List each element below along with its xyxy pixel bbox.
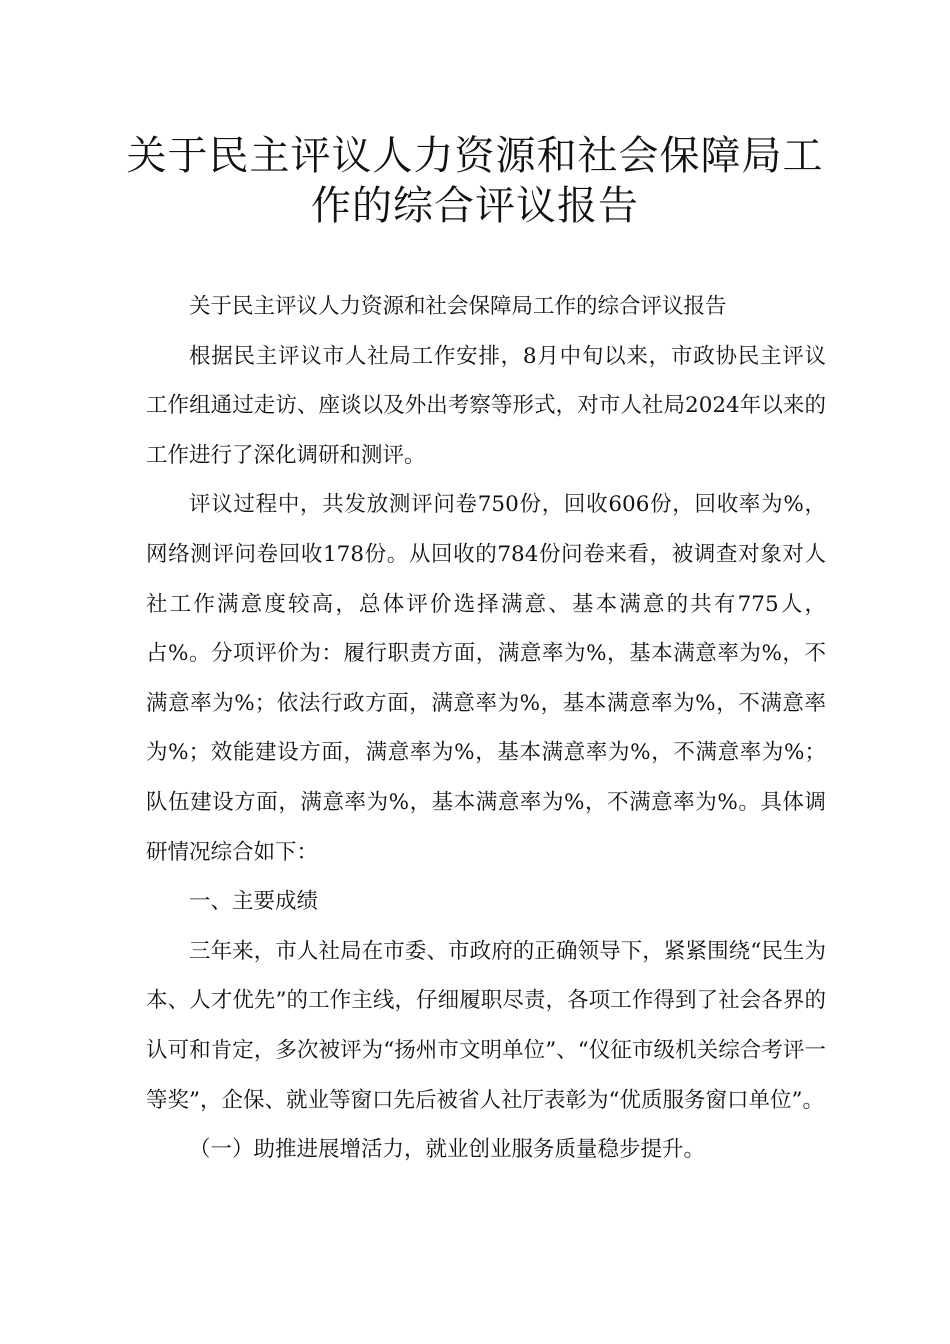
section-heading-achievements: 一、主要成绩 (189, 889, 319, 915)
paragraph-survey-results: 评议过程中，共发放测评问卷750份，回收606份，回收率为%，网络测评问卷回收178份。从回收的784份问卷来看，被调查对象对人社工作满意度较高，总体评价选择满意、基本满意的共有775人，占%。分项评价为：履行职责方面，满意率为%，基本满意率为%，不满意率为%；依法行政方面，满意率为%，基本满意率为%，不满意率为%；效能建设方面，满意率为%，基本满意率为%，不满意率为%；队伍建设方面，满意率为%，基本满意率为%，不满意率为%。具体调研情况综合如下： (146, 492, 826, 865)
paragraph-background: 根据民主评议市人社局工作安排，8月中旬以来，市政协民主评议工作组通过走访、座谈以及外出考察等形式，对市人社局2024年以来的工作进行了深化调研和测评。 (146, 343, 826, 468)
paragraph-report-title: 关于民主评议人力资源和社会保障局工作的综合评议报告 (189, 294, 727, 319)
document-body (146, 282, 826, 1175)
paragraph-achievements: 三年来，市人社局在市委、市政府的正确领导下，紧紧围绕“民生为本、人才优先”的工作主线，仔细履职尽责，各项工作得到了社会各界的认可和肯定，多次被评为“扬州市文明单位”、“仪征市级机关综合考评一等奖”，企保、就业等窗口先后被省人社厅表彰为“优质服务窗口单位”。 (146, 938, 826, 1113)
document-title-line-1: 关于民主评议人力资源和社会保障局工 (126, 133, 824, 179)
subsection-heading-employment: （一）助推进展增活力，就业创业服务质量稳步提升。 (189, 1137, 706, 1163)
document-title-line-2: 作的综合评议报告 (311, 183, 639, 229)
